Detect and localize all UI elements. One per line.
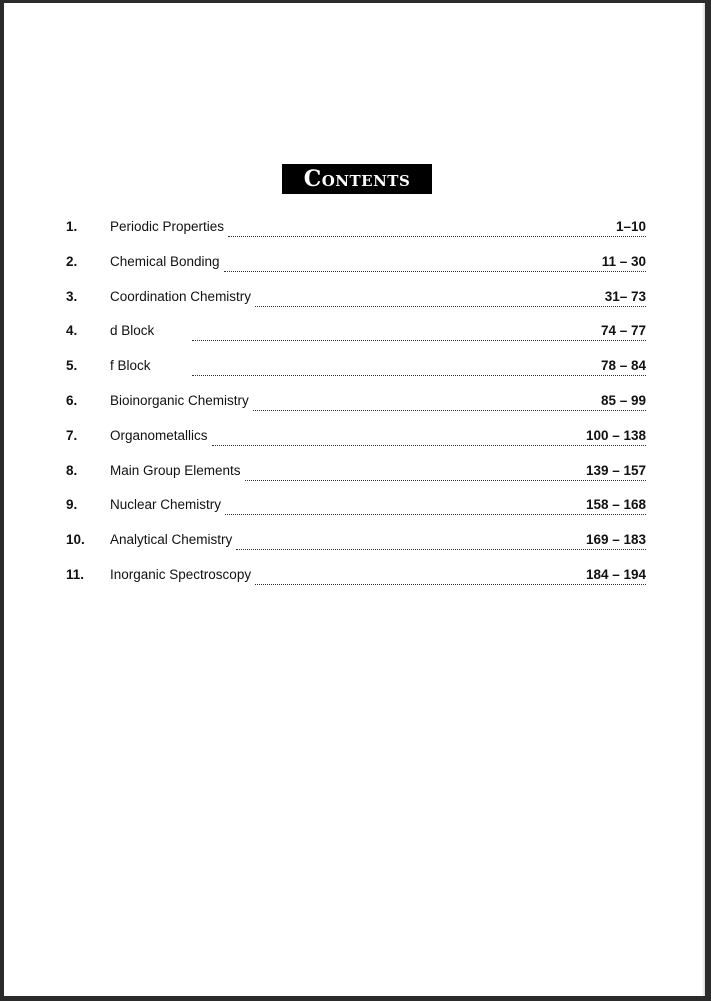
toc-entry-title: Organometallics <box>110 428 208 443</box>
toc-entry-pages: 169 – 183 <box>585 532 646 547</box>
toc-dot-leader <box>255 289 646 307</box>
toc-dot-leader <box>192 358 646 376</box>
toc-entry[interactable] <box>66 393 646 413</box>
toc-entry-pages: 78 – 84 <box>600 358 646 373</box>
toc-entry[interactable] <box>66 323 646 343</box>
toc-entry-title: Chemical Bonding <box>110 254 220 269</box>
toc-entry[interactable] <box>66 463 646 483</box>
toc-entry-number: 8. <box>66 463 78 478</box>
toc-entry-title: Bioinorganic Chemistry <box>110 393 249 408</box>
toc-entry-pages: 100 – 138 <box>585 428 646 443</box>
toc-entry-pages: 1–10 <box>615 219 646 234</box>
toc-entry-pages: 158 – 168 <box>585 497 646 512</box>
toc-entry-number: 9. <box>66 497 78 512</box>
toc-entry[interactable] <box>66 497 646 517</box>
toc-entry-pages: 31– 73 <box>604 289 646 304</box>
toc-entry-title: d Block <box>110 323 155 338</box>
toc-dot-leader <box>253 393 646 411</box>
toc-entry-title: Main Group Elements <box>110 463 241 478</box>
toc-entry-number: 3. <box>66 289 78 304</box>
toc-entry-number: 6. <box>66 393 78 408</box>
toc-dot-leader <box>192 323 646 341</box>
toc-entry-title: Nuclear Chemistry <box>110 497 222 512</box>
toc-entry-pages: 184 – 194 <box>585 567 646 582</box>
toc-entry-number: 4. <box>66 323 78 338</box>
toc-entry-title: Periodic Properties <box>110 219 225 234</box>
contents-heading-box <box>282 164 432 194</box>
toc-entry-pages: 74 – 77 <box>600 323 646 338</box>
toc-dot-leader <box>212 428 646 446</box>
contents-heading: Contents <box>303 166 411 192</box>
toc-entry[interactable] <box>66 428 646 448</box>
toc-entry[interactable] <box>66 358 646 378</box>
toc-entry-pages: 139 – 157 <box>585 463 646 478</box>
toc-entry-number: 1. <box>66 219 78 234</box>
toc-entry-pages: 85 – 99 <box>600 393 646 408</box>
toc-entry-number: 10. <box>66 532 85 547</box>
toc-dot-leader <box>228 219 646 237</box>
toc-entry-title: Inorganic Spectroscopy <box>110 567 252 582</box>
document-page <box>4 3 705 996</box>
page-edge-shadow <box>702 3 705 996</box>
toc-entry-title: Coordination Chemistry <box>110 289 252 304</box>
toc-entry-number: 7. <box>66 428 78 443</box>
toc-entry-number: 11. <box>66 567 85 582</box>
toc-entry-title: f Block <box>110 358 151 373</box>
toc-entry[interactable] <box>66 254 646 274</box>
toc-entry-number: 5. <box>66 358 78 373</box>
toc-dot-leader <box>224 254 646 272</box>
toc-entry-pages: 11 – 30 <box>601 254 646 269</box>
toc-entry[interactable] <box>66 289 646 309</box>
toc-dot-leader <box>225 497 646 515</box>
toc-entry-number: 2. <box>66 254 78 269</box>
toc-entry[interactable] <box>66 532 646 552</box>
toc-entry-title: Analytical Chemistry <box>110 532 233 547</box>
toc-entry[interactable] <box>66 219 646 239</box>
toc-entry[interactable] <box>66 567 646 587</box>
